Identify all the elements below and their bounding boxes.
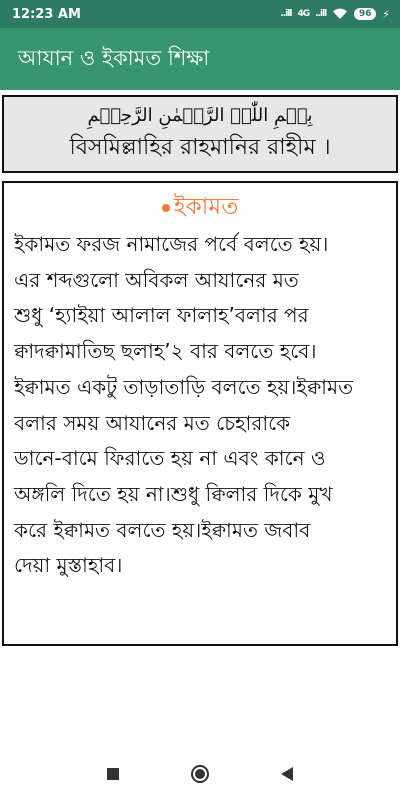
body-line: বলার সময় আযানের মত চেহারাকে [14,410,291,435]
network-type-label: 4G [297,9,310,19]
wifi-icon [332,8,348,20]
status-bar [0,0,400,28]
body-line: ইকামত ফরজ নামাজের পর্বে বলতে হয়। [14,232,329,256]
section-title [14,187,386,227]
body-line: অঙ্গলি দিতে হয় না।শুধু ক্বিলার দিকে মুখ [14,481,333,506]
bismillah-arabic: بِسۡمِ اللّٰہِ الرَّحۡمٰنِ الرَّحِیۡمِ [87,105,313,126]
body-line: ডানে-বামে ফিরাতে হয় না এবং কানে ও [14,446,326,471]
signal-icon: ..ill [280,9,292,19]
body-line: ক্বাদক্বামাতিছ ছলাহ’২ বার বলতে হবে। [14,339,317,364]
body-line: শুধু ‘হ্যাইয়া আলাল ফালাহ’বলার পর [14,303,309,328]
recents-icon[interactable] [107,768,119,780]
app-bar [0,28,400,90]
bismillah-box [2,95,398,173]
bismillah-bengali: বিসমিল্লাহির রাহমানির রাহীম । [69,135,331,160]
status-icons [280,8,390,21]
home-icon[interactable] [191,765,209,783]
section-title-text: ইকামত [173,194,239,220]
bullet-icon [162,204,170,212]
app-title: আযান ও ইকামত শিক্ষা [18,45,210,70]
battery-level: 96 [359,9,372,19]
home-dot [195,769,205,779]
body-line: দেয়া মুস্তাহাব। [14,553,123,578]
body-line: ইক্বামত একটু তাড়াতাড়ি বলতে হয়।ইক্বামত [14,374,354,399]
body-line: এর শব্দগুলো অবিকল আযানের মত [14,267,299,292]
body-line: করে ইক্বামত বলতে হয়।ইক্বামত জবাব [14,517,311,542]
signal-icon: ..ill [315,9,327,19]
back-icon[interactable] [281,767,293,781]
content-box [2,181,398,646]
status-time: 12:23 AM [12,6,81,22]
body-text [14,227,386,584]
charging-icon: ⚡ [382,7,390,21]
navigation-bar [0,748,400,800]
battery-icon [354,8,376,20]
